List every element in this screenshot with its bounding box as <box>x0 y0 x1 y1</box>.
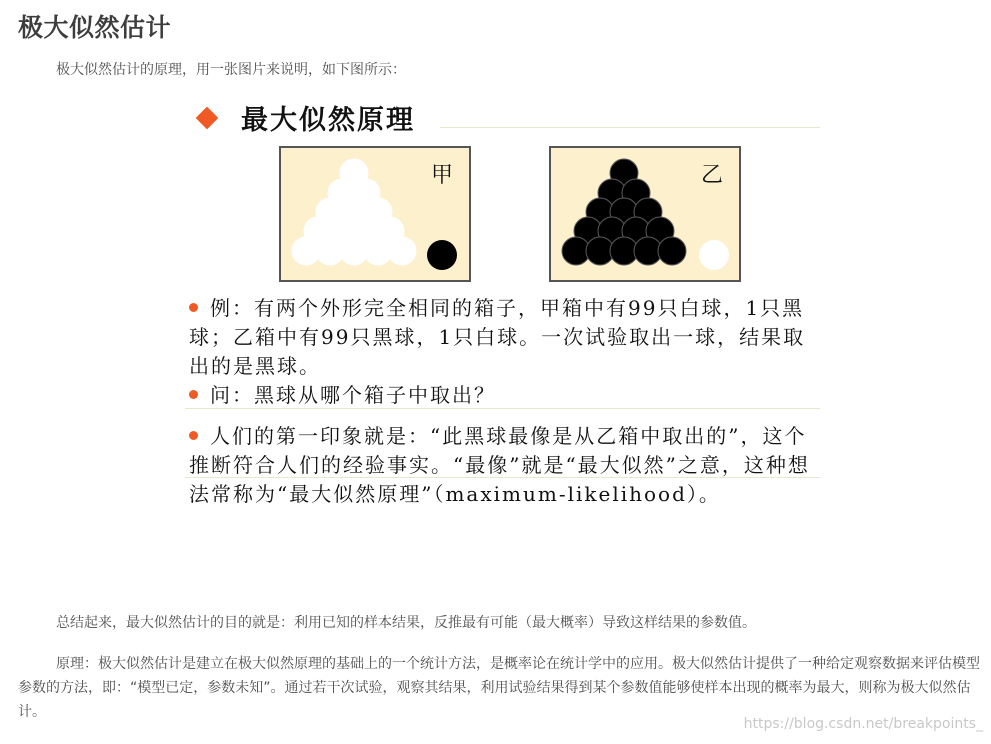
slide-title: 最大似然原理 <box>241 105 415 136</box>
bullet-icon <box>189 303 198 312</box>
slide-divider <box>185 477 820 478</box>
principle-paragraph: 原理：极大似然估计是建立在极大似然原理的基础上的一个统计方法，是概率论在统计学中的应用。极大似然估计提供了一种给定观察数据来评估模型参数的方法，即：“模型已定，参数未知”。通过若干次试验，观察其结果，利用试验结果得到某个参数值能够使样本出现的概率为最大，则称为极大似然估计。 <box>18 656 980 720</box>
box-yi <box>549 146 741 282</box>
slide-header <box>185 98 825 138</box>
slide-question <box>189 381 819 410</box>
watermark: https://blog.csdn.net/breakpoints_ <box>743 716 983 732</box>
slide-image <box>185 96 825 536</box>
intro-paragraph: 极大似然估计的原理，用一张图片来说明，如下图所示： <box>56 62 406 78</box>
article-title: 极大似然估计 <box>18 13 172 42</box>
diamond-bullet-icon <box>196 107 219 130</box>
white-ball-icon <box>699 240 729 270</box>
box-jia <box>279 146 471 282</box>
slide-example <box>189 294 819 381</box>
bullet-icon <box>189 390 198 399</box>
black-ball-icon <box>427 240 457 270</box>
slide-answer <box>189 422 819 509</box>
slide-answer-text: 人们的第一印象就是：“此黑球最像是从乙箱中取出的”，这个推断符合人们的经验事实。“最像”就是“最大似然”之意，这种想法常称为“最大似然原理”（maximum-likelihood）。 <box>189 424 810 506</box>
slide-example-text: 例：有两个外形完全相同的箱子，甲箱中有99只白球，1只黑球；乙箱中有99只黑球，1只白球。一次试验取出一球，结果取出的是黑球。 <box>189 296 806 378</box>
slide-divider <box>440 127 820 128</box>
slide-question-text: 问：黑球从哪个箱子中取出？ <box>210 383 496 407</box>
box-yi-label: 乙 <box>700 163 723 188</box>
box-jia-label: 甲 <box>430 163 453 188</box>
bullet-icon <box>189 431 198 440</box>
summary-paragraph: 总结起来，最大似然估计的目的就是：利用已知的样本结果，反推最有可能（最大概率）导致这样结果的参数值。 <box>56 615 756 631</box>
